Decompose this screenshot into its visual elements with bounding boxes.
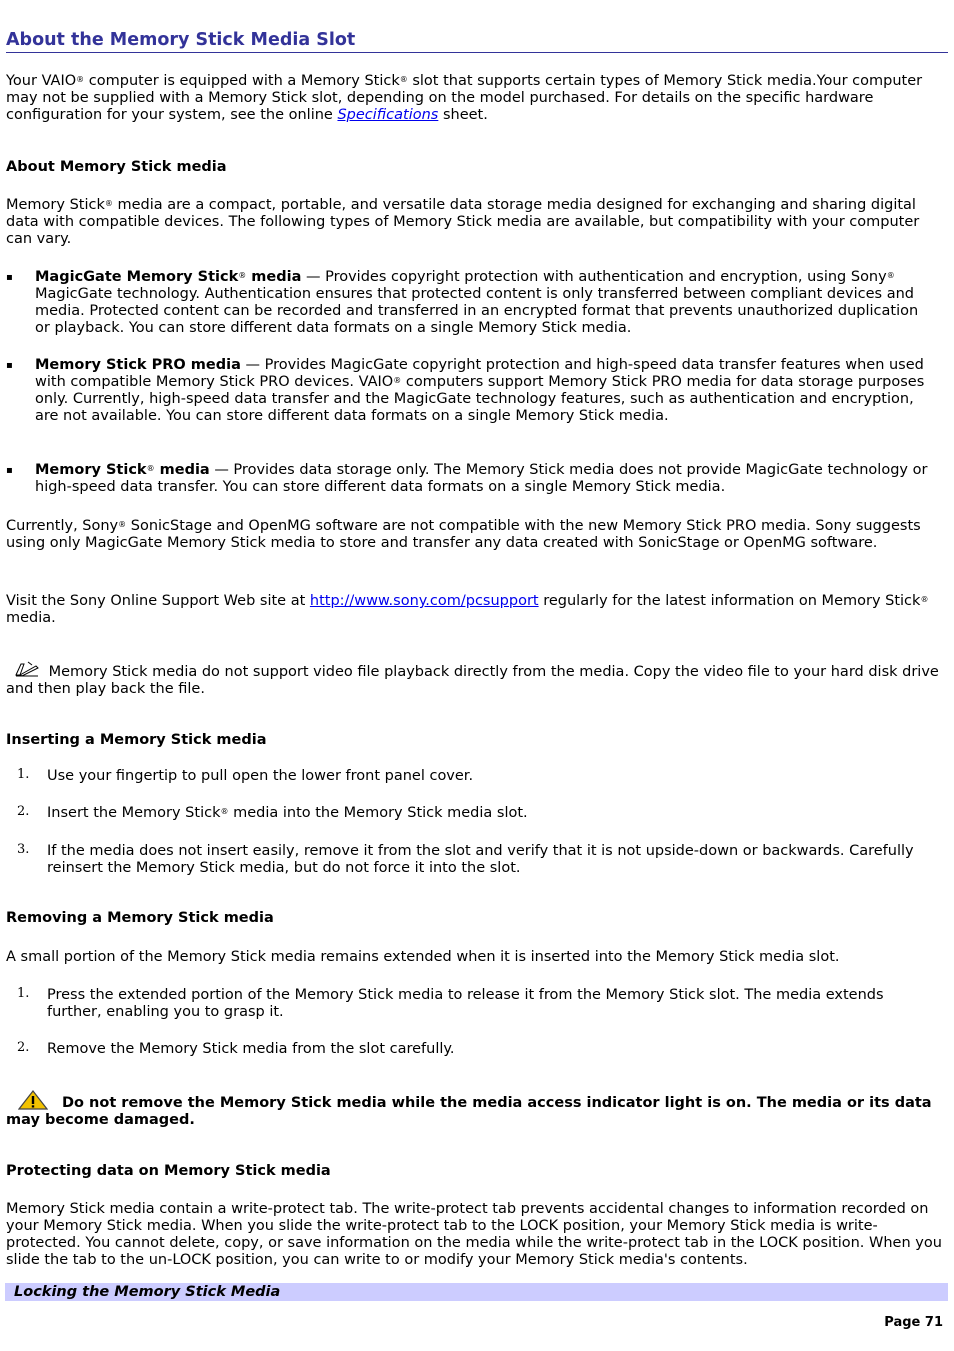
- note-pencil-icon: [14, 660, 40, 678]
- list-item: 2. Insert the Memory Stick® media into the Memory Stick media slot.: [17, 804, 528, 821]
- warning-paragraph: Do not remove the Memory Stick media while the media access indicator light is on. The media or its data may become damaged.: [6, 1090, 948, 1129]
- list-item: 1. Use your fingertip to pull open the lower front panel cover.: [17, 767, 474, 784]
- warning-icon: [18, 1090, 48, 1110]
- list-item: ▪ MagicGate Memory Stick® media — Provides copyright protection with authentication and encryption, using Sony® MagicGate technology. Authentication ensures that protected content is only transferred between compliant devices and media. Protected content can be recorded and transferred in an encrypted format that prevents unauthorized duplication or playback. You can store different data formats on a single Memory Stick media.: [6, 269, 919, 336]
- section-heading-removing: Removing a Memory Stick media: [6, 910, 274, 926]
- list-item: ▪ Memory Stick PRO media — Provides MagicGate copyright protection and high-speed data transfer features when used with compatible Memory Stick PRO devices. VAIO® computers support Memory Stick PRO media for data storage purposes only. Currently, high-speed data transfer and the MagicGate technology features, such as authentication and encryption, are not available. You can store different data formats on a single Memory Stick media.: [6, 357, 925, 424]
- page-number: Page 71: [884, 1315, 943, 1330]
- list-item: 2. Remove the Memory Stick media from the slot carefully.: [17, 1040, 455, 1057]
- section-heading-inserting: Inserting a Memory Stick media: [6, 732, 267, 748]
- support-paragraph: Visit the Sony Online Support Web site at http://www.sony.com/pcsupport regularly for the latest information on Memory Stick® media.: [6, 593, 929, 626]
- subsection-bar: Locking the Memory Stick Media: [5, 1283, 948, 1301]
- support-link[interactable]: http://www.sony.com/pcsupport: [309, 593, 539, 609]
- about-paragraph: Memory Stick® media are a compact, portable, and versatile data storage media designed for exchanging and sharing digital data with compatible devices. The following types of Memory Stick media are available, but compatibility with your computer can vary.: [6, 197, 920, 247]
- software-paragraph: Currently, Sony® SonicStage and OpenMG software are not compatible with the new Memory Stick PRO media. Sony suggests using only MagicGate Memory Stick media to store and transfer any data created with SonicStage or OpenMG software.: [6, 518, 921, 551]
- page-title: About the Memory Stick Media Slot: [6, 29, 948, 53]
- section-heading-about: About Memory Stick media: [6, 159, 227, 175]
- list-item: ▪ Memory Stick® media — Provides data storage only. The Memory Stick media does not provide MagicGate technology or high-speed data transfer. You can store different data formats on a single Memory Stick media.: [6, 462, 928, 495]
- bullet-icon: ▪: [6, 360, 13, 371]
- section-heading-protecting: Protecting data on Memory Stick media: [6, 1163, 331, 1179]
- list-item: 3. If the media does not insert easily, remove it from the slot and verify that it is not upside-down or backwards. Carefully reinsert the Memory Stick media, but do not force it into the slot.: [17, 842, 914, 876]
- list-item: 1. Press the extended portion of the Memory Stick media to release it from the Memory Stick slot. The media extends further, enabling you to grasp it.: [17, 986, 884, 1020]
- specifications-link[interactable]: Specifications: [337, 107, 439, 123]
- intro-paragraph: Your VAIO® computer is equipped with a Memory Stick® slot that supports certain types of Memory Stick media.Your computer may not be supplied with a Memory Stick slot, depending on the model purchased. For details on the specific hardware configuration for your system, see the online Specifications sheet.: [6, 73, 923, 123]
- bullet-icon: ▪: [6, 272, 13, 283]
- note-paragraph: Memory Stick media do not support video file playback directly from the media. Copy the video file to your hard disk drive and then play back the file.: [6, 660, 948, 698]
- protecting-paragraph: Memory Stick media contain a write-protect tab. The write-protect tab prevents accidental changes to information recorded on your Memory Stick media. When you slide the write-protect tab to the LOCK position, your Memory Stick media is write-protected. You cannot delete, copy, or save information on the media while the write-protect tab in the LOCK position. When you slide the tab to the un-LOCK position, you can write to or modify your Memory Stick media's contents.: [6, 1201, 942, 1268]
- removing-paragraph: A small portion of the Memory Stick media remains extended when it is inserted into the Memory Stick media slot.: [6, 949, 840, 965]
- bullet-icon: ▪: [6, 465, 13, 476]
